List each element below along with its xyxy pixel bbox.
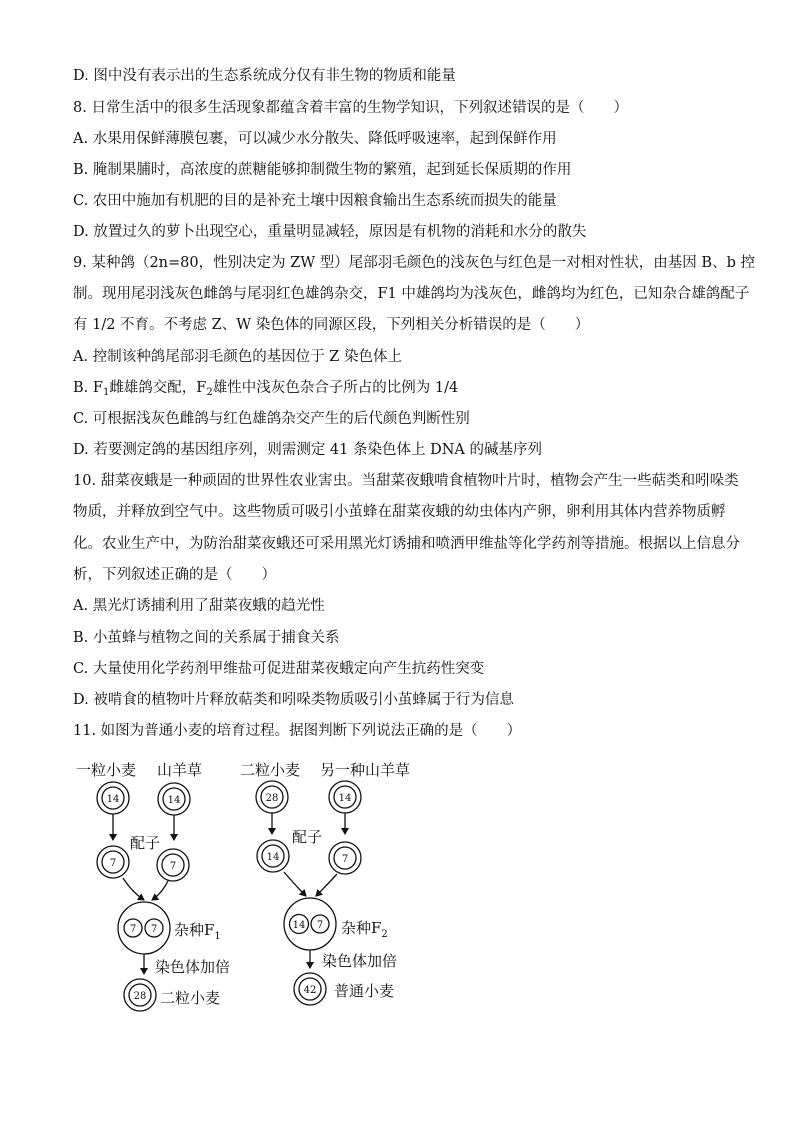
q9-b-suffix: 雄性中浅灰色杂合子所占的比例为 1/4 xyxy=(212,380,459,396)
f1-number-a: 7 xyxy=(129,924,137,935)
q10-option-a: A. 黑光灯诱捕利用了甜菜夜蛾的趋光性 xyxy=(73,598,325,614)
right-parent2-number: 14 xyxy=(338,793,352,804)
q10-stem-line4: 析，下列叙述正确的是（ ） xyxy=(73,567,276,583)
f2-number-b: 7 xyxy=(316,920,324,931)
right-doubling-label: 染色体加倍 xyxy=(322,952,398,970)
right-parent1-label: 二粒小麦 xyxy=(240,761,301,779)
q10-option-d: D. 被啃食的植物叶片释放萜类和吲哚类物质吸引小茧蜂属于行为信息 xyxy=(73,692,514,708)
q9-stem-line3: 有 1/2 不育。不考虑 Z、W 染色体的同源区段，下列相关分析错误的是（ ） xyxy=(73,317,590,333)
left-parent1-number: 14 xyxy=(106,794,120,805)
right-gamete1-number: 14 xyxy=(266,852,280,863)
q9-b-prefix: B. F xyxy=(73,380,103,396)
left-result-number: 28 xyxy=(133,991,147,1002)
left-gamete2-number: 7 xyxy=(169,861,177,872)
f1-number-b: 7 xyxy=(150,924,158,935)
q9-b-sub1: 1 xyxy=(102,387,110,398)
q7-option-d: D. 图中没有表示出的生态系统成分仅有非生物的物质和能量 xyxy=(73,68,456,84)
q8-option-a: A. 水果用保鲜薄膜包裹，可以减少水分散失、降低呼吸速率，起到保鲜作用 xyxy=(73,131,557,147)
right-gamete-label: 配子 xyxy=(292,828,323,846)
left-parent2-number: 14 xyxy=(167,795,181,806)
q9-b-sub2: 2 xyxy=(206,387,213,398)
q11-stem: 11. 如图为普通小麦的培育过程。据图判断下列说法正确的是（ ） xyxy=(73,723,522,739)
right-gamete2-number: 7 xyxy=(341,854,349,865)
q9-b-middle: 雌雄鸽交配，F xyxy=(109,380,207,396)
q8-option-b: B. 腌制果脯时，高浓度的蔗糖能够抑制微生物的繁殖，起到延长保质期的作用 xyxy=(73,162,572,178)
f1-label: 杂种$F_1$ xyxy=(174,921,221,942)
left-doubling-label: 染色体加倍 xyxy=(155,958,231,976)
q9-stem-line2: 制。现用尾羽浅灰色雌鸽与尾羽红色雄鸽杂交，F1 中雄鸽均为浅灰色，雌鸽均为红色，已知杂合雄鸽配子 xyxy=(73,286,750,302)
q8-stem: 8. 日常生活中的很多生活现象都蕴含着丰富的生物学知识，下列叙述错误的是（ ） xyxy=(73,100,628,116)
q9-stem-line1: 9. 某种鸽（2n=80，性别决定为 ZW 型）尾部羽毛颜色的浅灰色与红色是一对相对性状，由基因 B、b 控 xyxy=(73,255,755,271)
q10-option-b: B. 小茧蜂与植物之间的关系属于捕食关系 xyxy=(73,630,340,646)
q8-option-c: C. 农田中施加有机肥的目的是补充土壤中因粮食输出生态系统而损失的能量 xyxy=(73,193,557,209)
right-result-number: 42 xyxy=(303,985,317,996)
q8-option-d: D. 放置过久的萝卜出现空心，重量明显减轻，原因是有机物的消耗和水分的散失 xyxy=(73,224,587,240)
q10-option-c: C. 大量使用化学药剂甲维盐可促进甜菜夜蛾定向产生抗药性突变 xyxy=(73,661,485,677)
q9-option-c: C. 可根据浅灰色雌鸽与红色雄鸽杂交产生的后代颜色判断性别 xyxy=(73,411,470,427)
right-parent1-number: 28 xyxy=(265,793,279,804)
left-gamete1-number: 7 xyxy=(109,858,117,869)
left-parent2-label: 山羊草 xyxy=(157,761,203,779)
left-gamete-label: 配子 xyxy=(130,834,161,852)
q10-stem-line2: 物质，并释放到空气中。这些物质可吸引小茧蜂在甜菜夜蛾的幼虫体内产卵，卵利用其体内营养物质孵 xyxy=(73,504,726,520)
right-parent2-label: 另一种山羊草 xyxy=(320,761,411,779)
f1-hybrid-circle xyxy=(118,902,170,954)
right-result-label: 普通小麦 xyxy=(334,982,395,1000)
left-parent1-label: 一粒小麦 xyxy=(76,761,137,779)
q10-stem-line3: 化。农业生产中，为防治甜菜夜蛾还可采用黑光灯诱捕和喷洒甲维盐等化学药剂等措施。根据以上信息分 xyxy=(73,536,740,552)
q9-option-d: D. 若要测定鸽的基因组序列，则需测定 41 条染色体上 DNA 的碱基序列 xyxy=(73,442,542,458)
q9-option-a: A. 控制该种鸽尾部羽毛颜色的基因位于 Z 染色体上 xyxy=(73,349,402,365)
left-result-label: 二粒小麦 xyxy=(160,989,221,1007)
q10-stem-line1: 10. 甜菜夜蛾是一种顽固的世界性农业害虫。当甜菜夜蛾啃食植物叶片时，植物会产生一些萜类和吲哚类 xyxy=(73,473,739,489)
f2-label: 杂种$F_2$ xyxy=(341,919,388,940)
f2-number-a: 14 xyxy=(292,920,306,931)
